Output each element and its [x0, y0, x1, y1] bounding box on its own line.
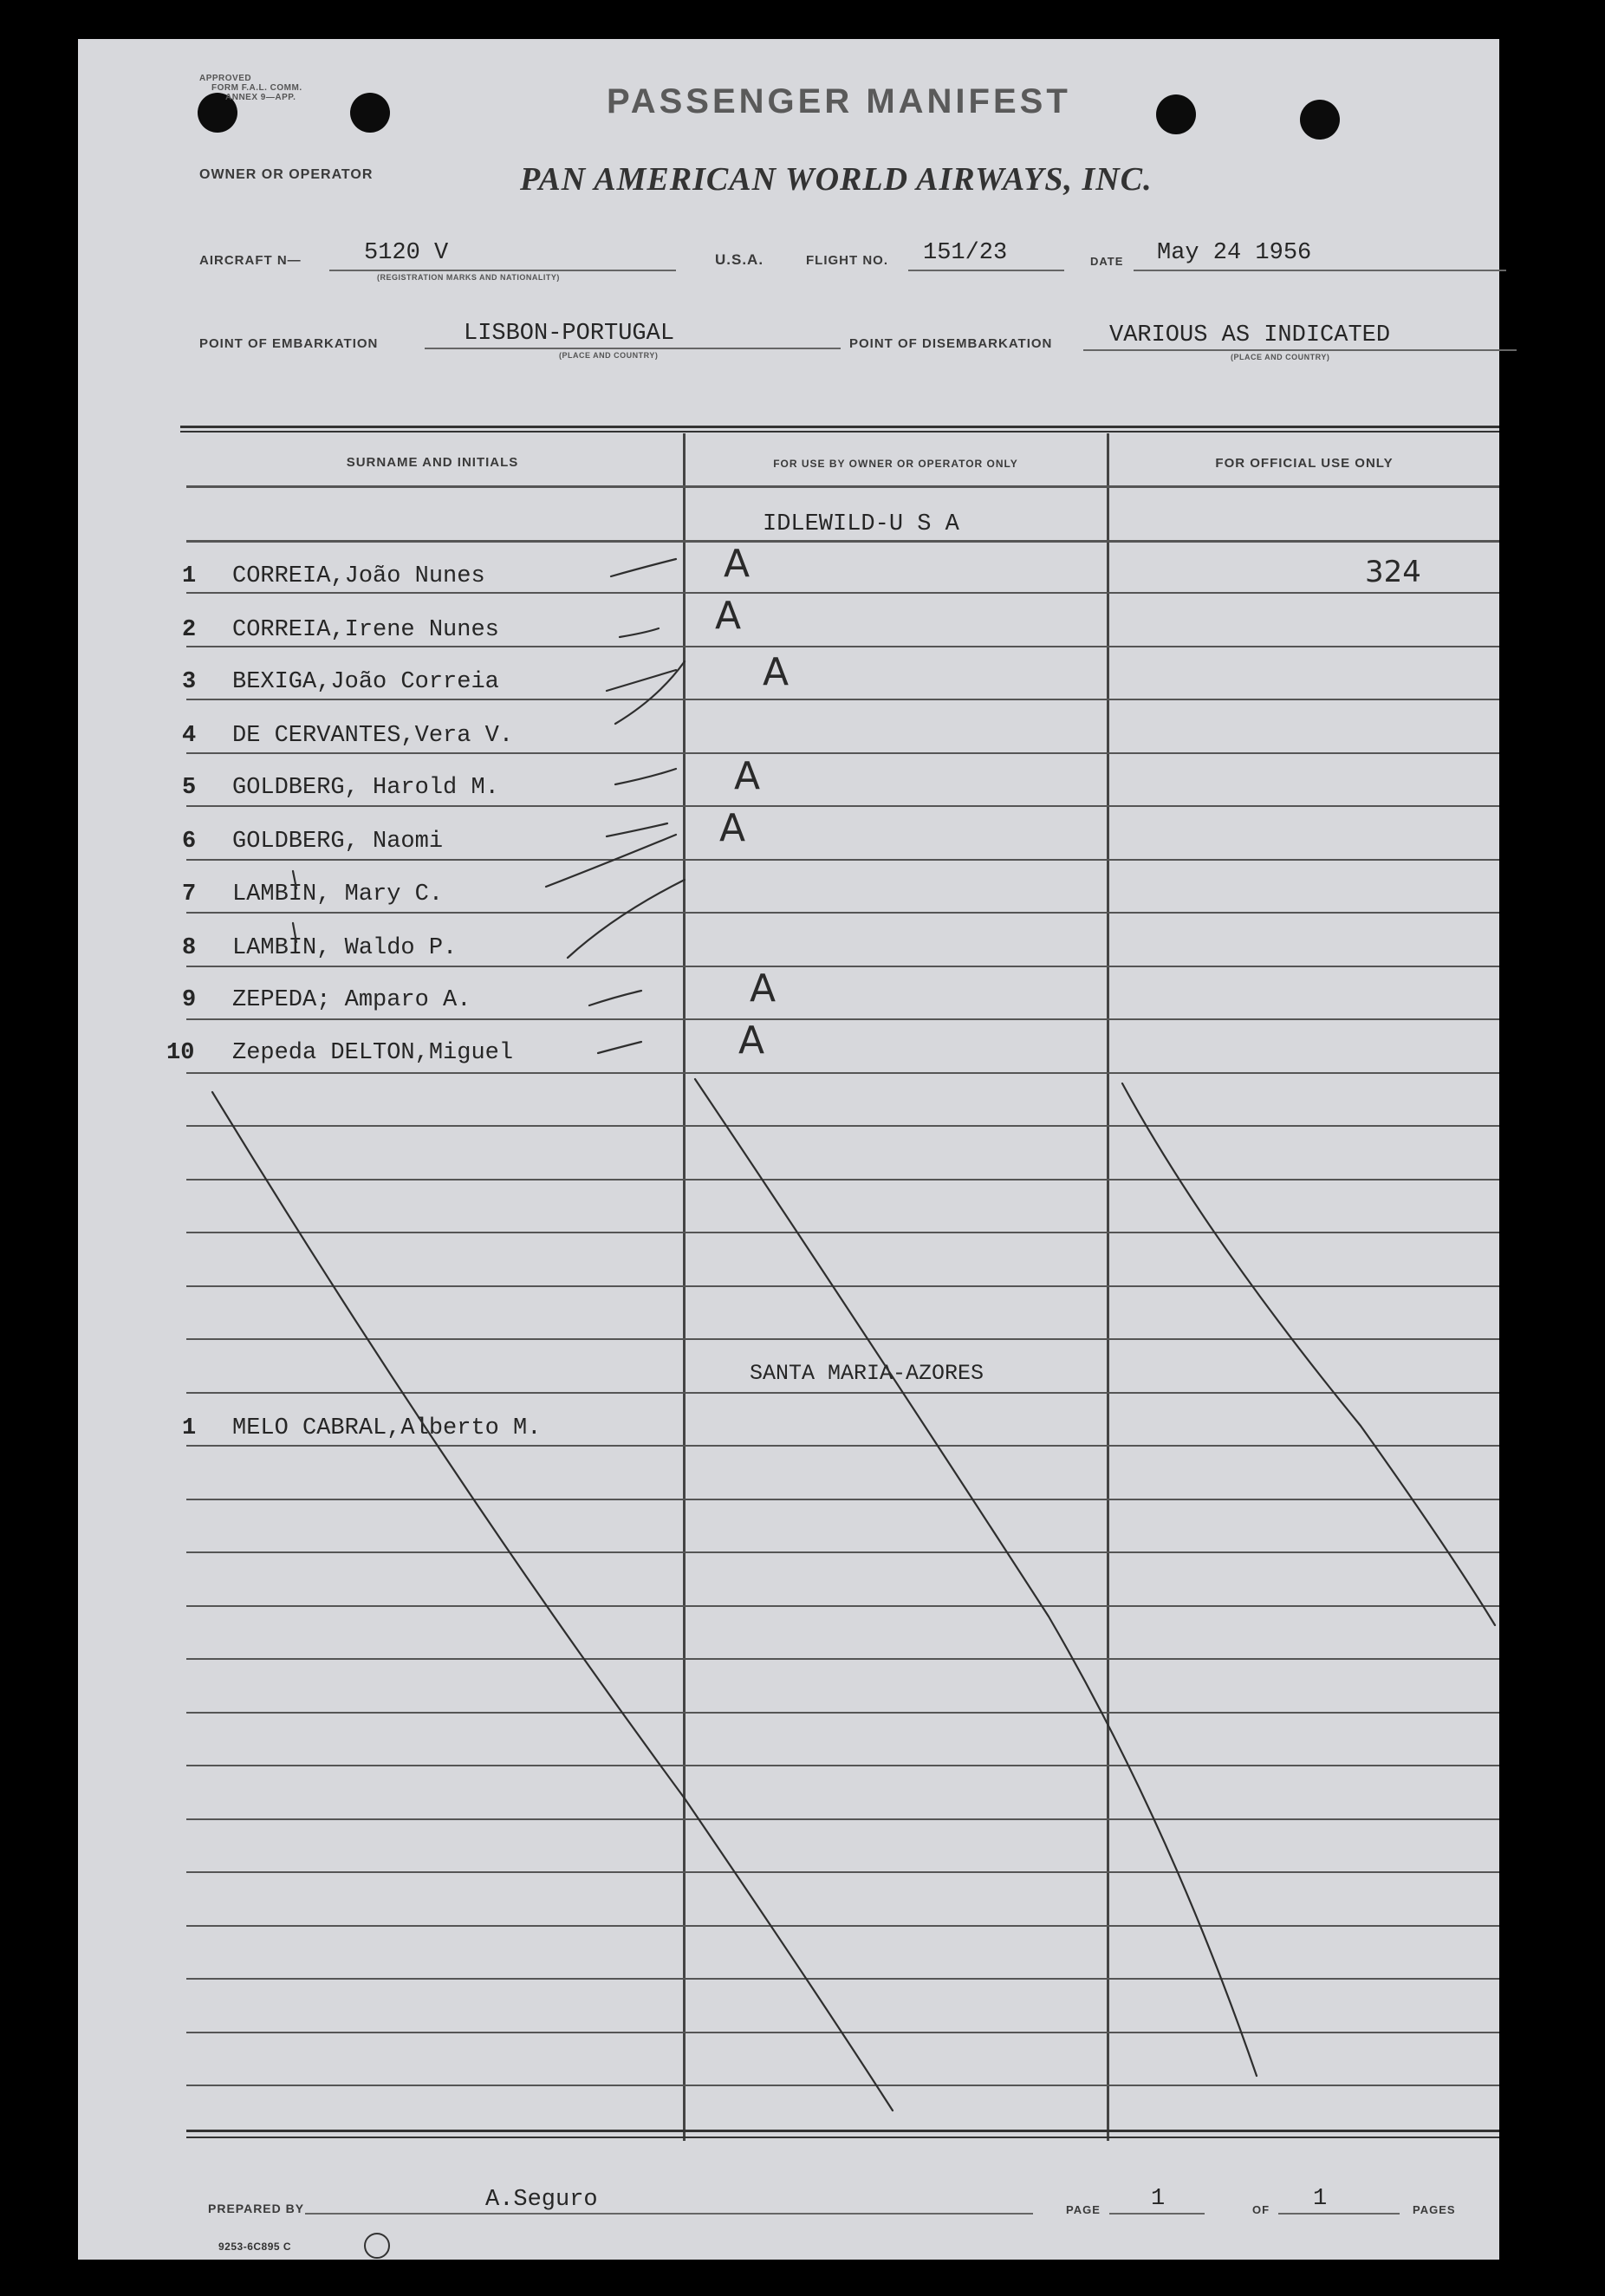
row-number: 2	[182, 617, 197, 643]
disembark-value: VARIOUS AS INDICATED	[1109, 322, 1391, 348]
table-bottom-rule	[186, 2130, 1499, 2132]
stamp-line: ANNEX 9—APP.	[225, 93, 296, 102]
check-mark	[620, 628, 659, 637]
correction-mark	[293, 871, 296, 888]
col-header-official: FOR OFFICIAL USE ONLY	[1215, 456, 1394, 471]
of-value: 1	[1313, 2186, 1328, 2212]
check-mark	[546, 835, 676, 887]
field-line	[1278, 2213, 1400, 2215]
handwritten-strokes	[78, 39, 1499, 2260]
official-note: 324	[1365, 555, 1421, 589]
check-mark	[598, 1042, 641, 1053]
row-number: 3	[182, 669, 197, 695]
field-line	[1109, 2213, 1205, 2215]
prepared-label: PREPARED BY	[208, 2202, 305, 2215]
date-label: DATE	[1090, 255, 1124, 268]
row-number: 8	[182, 935, 197, 961]
passenger-name: LAMBIN, Mary C.	[232, 881, 444, 907]
row-number: 5	[182, 775, 197, 801]
embark-value: LISBON-PORTUGAL	[464, 321, 675, 347]
stamp-line: APPROVED	[199, 74, 252, 83]
passenger-name: DE CERVANTES,Vera V.	[232, 723, 514, 749]
union-label-icon	[364, 2233, 390, 2259]
page-value: 1	[1151, 2186, 1166, 2212]
flight-value: 151/23	[923, 240, 1008, 266]
embark-note: (PLACE AND COUNTRY)	[559, 351, 659, 360]
aircraft-label: AIRCRAFT N—	[199, 253, 302, 268]
of-label: OF	[1252, 2203, 1270, 2216]
passenger-name: Zepeda DELTON,Miguel	[232, 1040, 514, 1066]
row-number: 7	[182, 881, 197, 907]
check-mark	[589, 991, 641, 1005]
status-mark: A	[738, 1018, 765, 1063]
date-value: May 24 1956	[1157, 240, 1312, 266]
page-title: PASSENGER MANIFEST	[607, 82, 1071, 120]
stamp-line: FORM F.A.L. COMM.	[211, 83, 302, 93]
manifest-sheet	[78, 39, 1499, 2260]
registration-note: (REGISTRATION MARKS AND NATIONALITY)	[377, 273, 560, 282]
section-destination: SANTA MARIA-AZORES	[750, 1361, 984, 1386]
cancel-stroke	[1122, 1083, 1495, 1625]
form-number: 9253-6C895 C	[218, 2241, 292, 2253]
cancel-stroke	[695, 1079, 1257, 2076]
usa-label: U.S.A.	[715, 251, 764, 268]
row-number: 6	[182, 829, 197, 855]
table-bottom-rule	[186, 2137, 1499, 2138]
row-number: 1	[182, 563, 197, 589]
status-mark: A	[719, 806, 746, 850]
flight-label: FLIGHT NO.	[806, 253, 888, 268]
passenger-name: CORREIA,Irene Nunes	[232, 617, 499, 643]
owner-label: OWNER OR OPERATOR	[199, 167, 374, 182]
field-line	[305, 2213, 1033, 2215]
disembark-label: POINT OF DISEMBARKATION	[849, 336, 1053, 351]
owner-value: PAN AMERICAN WORLD AIRWAYS, INC.	[520, 161, 1153, 198]
check-mark	[611, 559, 676, 576]
row-number: 4	[182, 723, 197, 749]
check-mark	[568, 880, 685, 958]
passenger-name: BEXIGA,João Correia	[232, 669, 499, 695]
passenger-name: MELO CABRAL,Alberto M.	[232, 1415, 542, 1441]
status-mark: A	[763, 650, 790, 694]
correction-mark	[293, 923, 296, 942]
passenger-name: GOLDBERG, Naomi	[232, 829, 444, 855]
status-mark: A	[724, 542, 751, 586]
check-mark	[607, 823, 667, 836]
disembark-note: (PLACE AND COUNTRY)	[1231, 353, 1330, 361]
passenger-name: CORREIA,João Nunes	[232, 563, 485, 589]
passenger-name: LAMBIN, Waldo P.	[232, 935, 458, 961]
row-number: 9	[182, 987, 197, 1013]
embark-label: POINT OF EMBARKATION	[199, 336, 379, 351]
passenger-name: ZEPEDA; Amparo A.	[232, 987, 471, 1013]
pages-label: PAGES	[1413, 2203, 1456, 2216]
prepared-value: A.Seguro	[485, 2187, 598, 2213]
check-mark	[607, 670, 676, 691]
check-mark	[615, 769, 676, 784]
passenger-name: GOLDBERG, Harold M.	[232, 775, 499, 801]
col-header-surname: SURNAME AND INITIALS	[346, 455, 519, 470]
cancel-stroke	[212, 1092, 893, 2111]
row-number: 1	[182, 1415, 197, 1441]
status-mark: A	[715, 594, 742, 638]
aircraft-value: 5120 V	[364, 240, 449, 266]
status-mark: A	[734, 754, 761, 798]
row-number: 10	[166, 1040, 195, 1066]
status-mark: A	[750, 966, 777, 1011]
page-label: PAGE	[1066, 2203, 1101, 2216]
section-destination: IDLEWILD-U S A	[763, 511, 959, 537]
col-header-operator: FOR USE BY OWNER OR OPERATOR ONLY	[773, 458, 1018, 470]
